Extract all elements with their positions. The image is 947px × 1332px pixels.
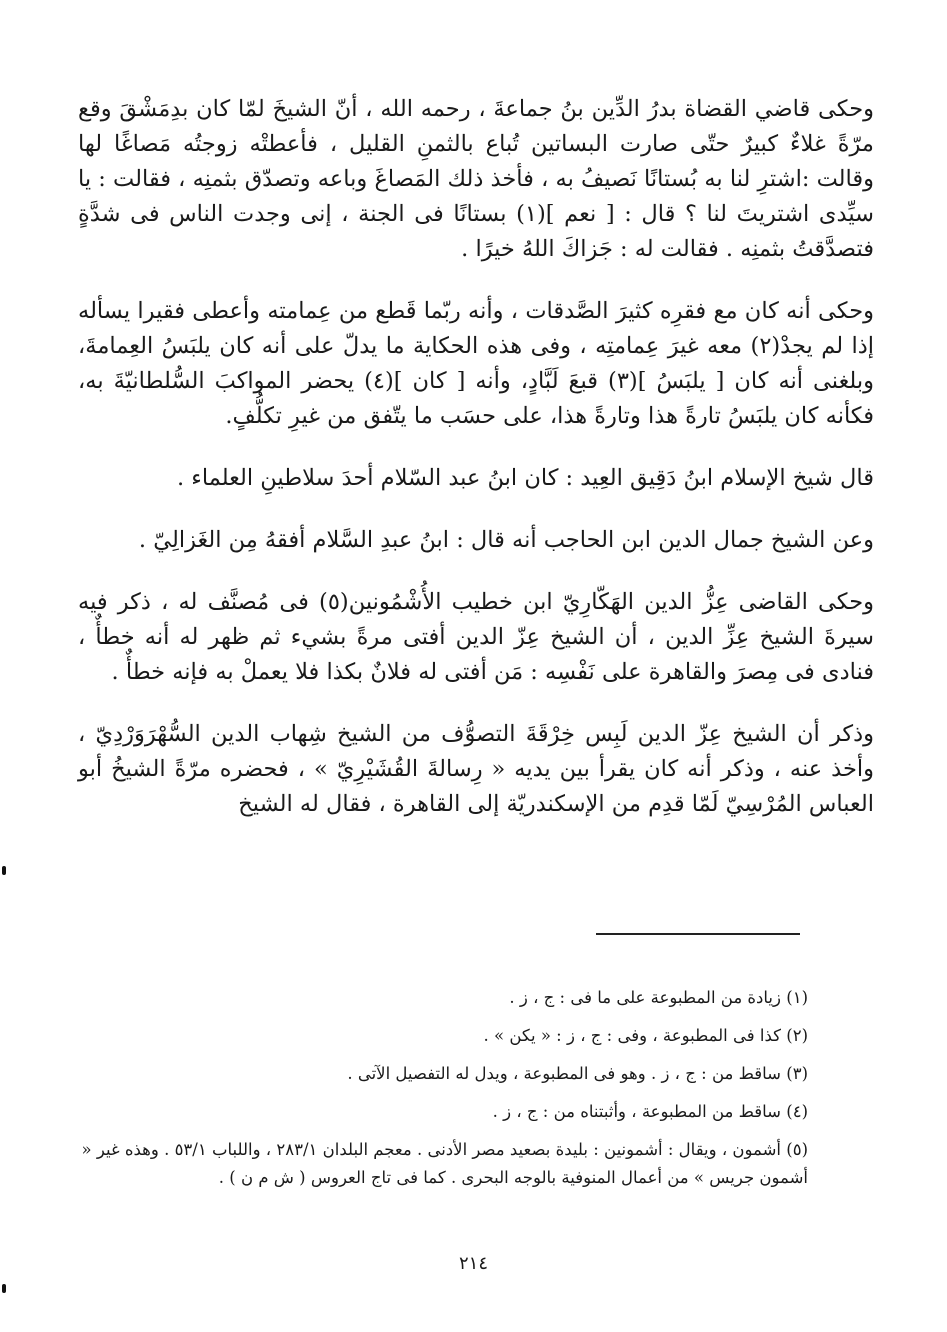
footnotes (78, 984, 808, 1202)
main-text (78, 92, 874, 822)
footnote-3: (٣) ساقط من : ج ، ز . وهو فى المطبوعة ، ويدل له التفصيل الآتى . (347, 1064, 808, 1083)
scan-mark (2, 1284, 6, 1293)
paragraph-5: وحكى القاضى عِزُّ الدين الهَكّارِيّ ابن خطيب الأُشْمُونين(٥) فى مُصنَّف له ، ذكر فيه سيرةَ الشيخ عِزِّ الدين ، أن الشيخ عِزّ الدين أفتى مرةً بشيء ثم ظهر له أنه خطأٌ ، فنادى فى مِصرَ والقاهرة على نَفْسِه : مَن أفتى له فلانٌ بكذا فلا يعملْ به فإنه خطأٌ . (78, 589, 874, 685)
paragraph-6: وذكر أن الشيخ عِزّ الدين لَبِس خِرْقَةَ التصوُّف من الشيخ شِهاب الدين السُّهْرَوَرْدِيّ ، وأخذ عنه ، وذكر أنه كان يقرأ بين يديه « رِسالةَ القُشَيْرِيّ » ، فحضره مرّةً الشيخُ أبو العباس المُرْسِيّ لَمّا قدِم من الإسكندريّة إلى القاهرة ، فقال له الشيخ (78, 721, 874, 817)
paragraph-2: وحكى أنه كان مع فقرِه كثيرَ الصَّدقات ، وأنه ربّما قَطع من عِمامته وأعطى فقيرا يسأله إذا لم يجدْ(٢) معه غيرَ عِمامتِه ، وفى هذه الحكاية ما يدلّ على أنه كان يلبَسُ العِمامةَ، وبلغنى أنه كان [ يلبَسُ ](٣) قبعَ لَبَّادٍ، وأنه [ كان ](٤) يحضر المواكبَ السُّلطانيّةَ به، فكأنه كان يلبَسُ تارةً هذا وتارةً هذا، على حسَب ما يتّفق من غيرِ تكلُّفٍ. (78, 298, 874, 429)
scan-mark (2, 866, 6, 875)
footnote-divider (596, 933, 800, 935)
paragraph-1: وحكى قاضي القضاة بدرُ الدِّين بنُ جماعةَ ، رحمه الله ، أنّ الشيخَ لمّا كان بدِمَشْقَ وقع مرّةً غلاءٌ كبيرٌ حتّى صارت البساتين تُباع بالثمنِ القليل ، فأعطتْه زوجتُه مَصاغًا لها وقالت :اشترِ لنا به بُستانًا نَصيفُ به ، فأخذ ذلك المَصاغَ وباعه وتصدّق بثمنِه ، فقالت : يا سيِّدى اشتريتَ لنا ؟ قال : [ نعم ](١) بستانًا فى الجنة ، إنى وجدت الناس فى شدَّةٍ فتصدَّقتُ بثمنِه . فقالت له : جَزاكَ اللهُ خيرًا . (78, 96, 874, 262)
footnote-4: (٤) ساقط من المطبوعة ، وأثبتناه من : ج ، ز . (492, 1102, 808, 1121)
paragraph-4: وعن الشيخ جمال الدين ابن الحاجب أنه قال : ابنُ عبدِ السَّلام أفقهُ مِن الغَزالِيّ . (138, 527, 874, 553)
footnote-1: (١) زيادة من المطبوعة على ما فى : ج ، ز . (509, 988, 808, 1007)
footnote-5: (٥) أشمون ، ويقال : أشمونين : بليدة بصعيد مصر الأدنى . معجم البلدان ٢٨٣/١ ، واللباب ٥٣/١ . وهذه غير « أشمون جريس » من أعمال المنوفية بالوجه البحرى . كما فى تاج العروس ( ش م ن ) . (81, 1140, 808, 1187)
paragraph-3: قال شيخ الإسلام ابنُ دَقِيق العِيد : كان ابنُ عبد السّلام أحدَ سلاطينِ العلماء . (176, 465, 874, 491)
footnote-2: (٢) كذا فى المطبوعة ، وفى : ج ، ز : « يكن » . (483, 1026, 808, 1045)
page-number: ٢١٤ (458, 1253, 488, 1274)
